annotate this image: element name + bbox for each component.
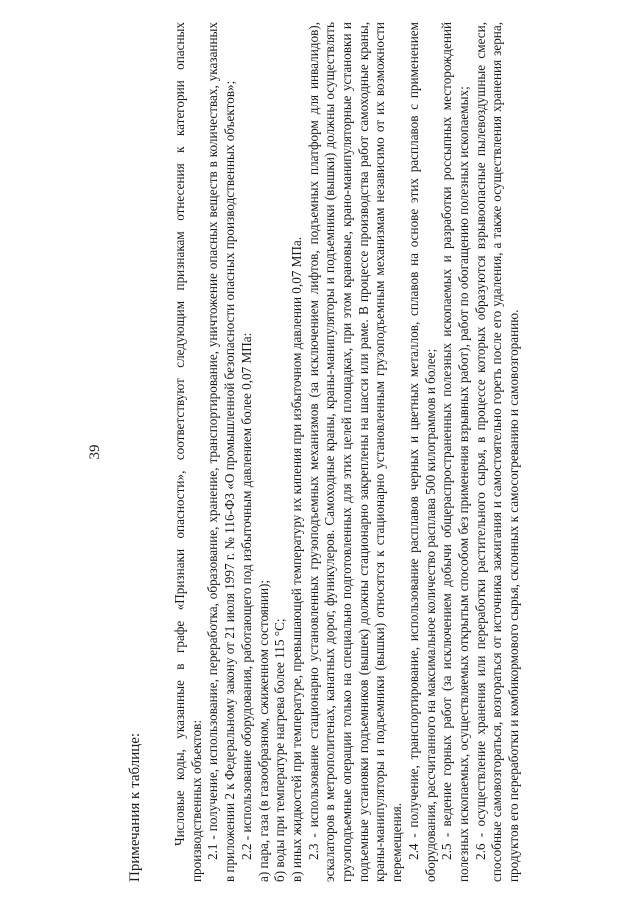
note-2-2-a: а) пара, газа (в газообразном, сжиженном состоянии); [255,579,271,882]
note-2-6: 2.6 - осуществление хранения или переработки растительного сырья, в процессе которых образуются взрывоопасные пылевоздушные смеси, способные самовозгораться, возгораться от источника зажигания и самостоятельно гореть после его удаления, а также осуществления хранения зерна, продуктов его переработки и комбикормового сырья, склонных к самосогреванию и самовозгоранию. [472,22,522,882]
note-2-2-c: в) иных жидкостей при температуре, превышающей температуру их кипения при избыточном давлении 0,07 МПа. [288,236,304,882]
intro-paragraph: Числовые коды, указанные в графе «Признаки опасности», соответствуют следующим признакам отнесения к категории опасных производственных объектов: [172,22,204,882]
note-2-1: 2.1 - получение, использование, переработка, образование, хранение, транспортирование, уничтожение опасных веществ в количествах, указанных в приложении 2 к Федеральному закону от 21 июля 1997 г. № 116-ФЗ «О промышленной безопасности опасных производственных объектов»; [205,22,238,882]
page-number: 39 [87,444,103,460]
notes-body [172,22,523,882]
note-2-4: 2.4 - получение, транспортирование, использование расплавов черных и цветных металлов, сплавов на основе этих расплавов с применением оборудования, рассчитанного на максимальное количество расплава 500 килограммов и более; [405,22,438,882]
note-2-3: 2.3 - использование стационарно установленных грузоподъемных механизмов (за исключением лифтов, подъемных платформ для инвалидов), эскалаторов в метрополитенах, канатных дорог, фуникулеров. Самоходные краны, краны-манипуляторы и подъемники (вышки) должны осуществлять грузоподъемные операции только на специально подготовленных для этих целей площадках, при этом крановые, крано-манипуляторные установки и подъемные установки подъемников (вышек) должны стационарно закреплены на шасси или раме. В процессе производства работ самоходные краны, краны-манипуляторы и подъемники (вышки) относятся к стационарно установленным грузоподъемным механизмам независимо от их возможности перемещения. [305,22,405,882]
rotated-page-content [86,22,556,882]
notes-title: Примечания к таблице: [127,732,143,882]
note-2-5: 2.5 - ведение горных работ (за исключением добычи общераспространенных полезных ископаемых и разработки россыпных месторождений полезных ископаемых, осуществляемых открытым способом без применения взрывных работ), работ по обогащению полезных ископаемых; [439,22,471,882]
note-2-2: 2.2 - использование оборудования, работающего под избыточным давлением более 0,07 МПа: [238,332,254,860]
note-2-2-b: б) воды при температуре нагрева более 115 °С; [272,618,288,882]
